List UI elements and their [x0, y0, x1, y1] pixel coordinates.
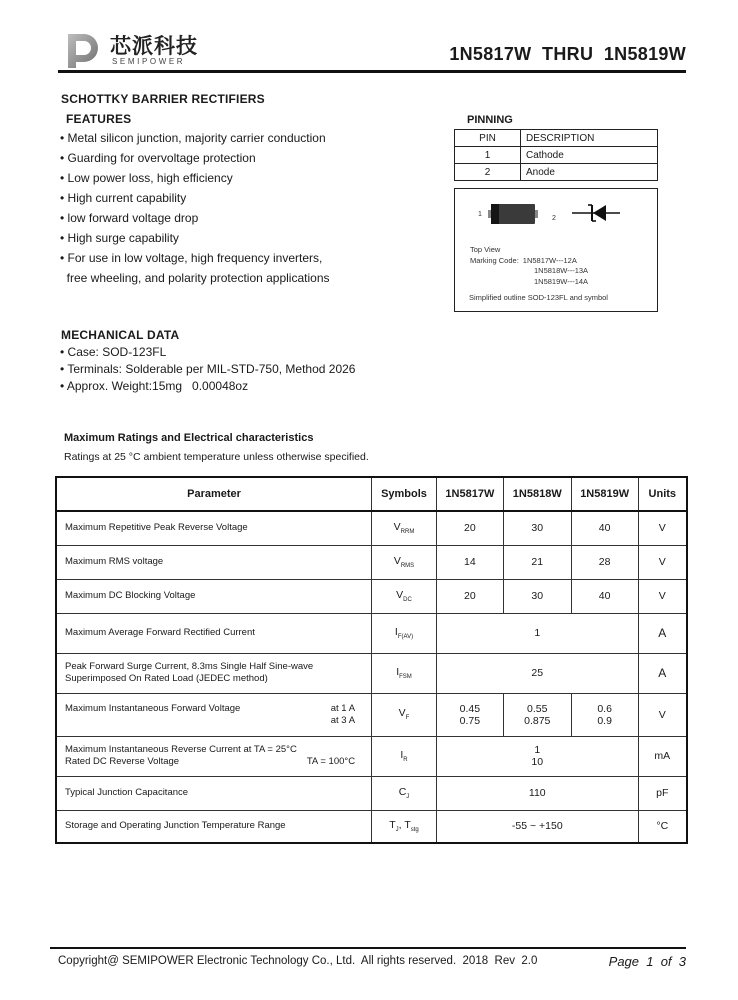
col-header-1n5819w: 1N5819W: [571, 477, 638, 511]
description-header: DESCRIPTION: [521, 130, 658, 147]
mechanical-list: [60, 345, 355, 396]
copyright-text: Copyright@ SEMIPOWER Electronic Technology Co., Ltd. All rights reserved. 2018 Rev 2.0: [58, 955, 538, 967]
marking-code: 1N5817W---12A: [522, 255, 577, 265]
features-title: FEATURES: [66, 112, 132, 126]
symbol-cell: $I_R$: [372, 736, 437, 776]
ratings-title: Maximum Ratings and Electrical characteristics: [64, 432, 314, 444]
value-cell: 40: [571, 511, 638, 545]
feature-item: free wheeling, and polarity protection applications: [60, 271, 330, 285]
pinning-title: PINNING: [467, 114, 513, 126]
unit-cell: V: [638, 579, 687, 613]
pin-number: 1: [455, 147, 521, 164]
col-header-units: Units: [638, 477, 687, 511]
feature-item: • Guarding for overvoltage protection: [60, 151, 256, 165]
col-header-1n5817w: 1N5817W: [436, 477, 503, 511]
value-cell: 110: [436, 776, 638, 810]
mechanical-item: • Case: SOD-123FL: [60, 345, 167, 359]
feature-item: • For use in low voltage, high frequency inverters,: [60, 251, 323, 265]
col-header-parameter: Parameter: [56, 477, 372, 511]
table-row: [455, 130, 658, 147]
package-and-diode-symbol: [472, 197, 642, 231]
unit-cell: pF: [638, 776, 687, 810]
value-cell: 20: [436, 579, 503, 613]
section-title: SCHOTTKY BARRIER RECTIFIERS: [61, 92, 265, 106]
table-row: [56, 736, 687, 776]
value-cell: 40: [571, 579, 638, 613]
ratings-note: Ratings at 25 °C ambient temperature unless otherwise specified.: [64, 451, 369, 463]
table-row: [56, 693, 687, 736]
mechanical-title: MECHANICAL DATA: [61, 328, 180, 342]
marking-code-label: Marking Code:: [470, 255, 519, 265]
value-cell: 30: [503, 511, 571, 545]
table-row: [455, 164, 658, 181]
features-list: [60, 131, 440, 291]
page-number: Page 1 of 3: [608, 954, 686, 969]
pin-header: PIN: [455, 130, 521, 147]
pin1-label: 1: [478, 211, 482, 218]
param-cell: Maximum RMS voltage: [56, 545, 372, 579]
diode-triangle: [593, 205, 606, 221]
package-caption: Simplified outline SOD-123FL and symbol: [469, 293, 608, 302]
value-cell: 30: [503, 579, 571, 613]
value-cell: 0.6 0.9: [571, 693, 638, 736]
semipower-logo-icon: [62, 28, 102, 68]
value-cell: 21: [503, 545, 571, 579]
value-cell: 28: [571, 545, 638, 579]
col-header-1n5818w: 1N5818W: [503, 477, 571, 511]
unit-cell: A: [638, 613, 687, 653]
feature-item: • Low power loss, high efficiency: [60, 171, 233, 185]
value-cell: 25: [436, 653, 638, 693]
symbol-cell: $V_{RMS}$: [372, 545, 437, 579]
param-cell: Storage and Operating Junction Temperature Range: [56, 810, 372, 843]
mechanical-item: • Terminals: Solderable per MIL-STD-750, Method 2026: [60, 362, 356, 376]
param-cell: Peak Forward Surge Current, 8.3ms Single Half Sine-wave Superimposed On Rated Load (JEDEC method): [56, 653, 372, 693]
param-cell: Maximum Instantaneous Reverse Current at TA = 25°C Rated DC Reverse Voltage TA = 100°C: [56, 736, 372, 776]
table-row: [56, 810, 687, 843]
table-row: [56, 579, 687, 613]
param-cell: Maximum Instantaneous Forward Voltage at 1 A at 3 A: [56, 693, 372, 736]
symbol-cell: $C_J$: [372, 776, 437, 810]
pin2-label: 2: [552, 215, 556, 222]
table-row: [56, 776, 687, 810]
unit-cell: V: [638, 545, 687, 579]
symbol-cell: $T_J$, $T_{stg}$: [372, 810, 437, 843]
table-row: [56, 613, 687, 653]
pinning-table: [454, 129, 658, 181]
symbol-cell: $I_{FSM}$: [372, 653, 437, 693]
value-cell: 14: [436, 545, 503, 579]
company-name-cn: 芯派科技: [110, 34, 198, 58]
param-cell: Typical Junction Capacitance: [56, 776, 372, 810]
feature-item: • High surge capability: [60, 231, 179, 245]
table-row: [56, 653, 687, 693]
col-header-symbols: Symbols: [372, 477, 437, 511]
unit-cell: mA: [638, 736, 687, 776]
value-cell: -55 ~ +150: [436, 810, 638, 843]
feature-item: • High current capability: [60, 191, 187, 205]
table-row: [56, 545, 687, 579]
unit-cell: V: [638, 693, 687, 736]
marking-code: 1N5818W---13A: [534, 266, 589, 275]
symbol-cell: $V_F$: [372, 693, 437, 736]
package-notes: [470, 245, 588, 287]
pin-description: Cathode: [521, 147, 658, 164]
value-cell: 0.55 0.875: [503, 693, 571, 736]
unit-cell: °C: [638, 810, 687, 843]
value-cell: 1 10: [436, 736, 638, 776]
pin-number: 2: [455, 164, 521, 181]
unit-cell: A: [638, 653, 687, 693]
feature-item: • Metal silicon junction, majority carrier conduction: [60, 131, 326, 145]
table-header-row: [56, 477, 687, 511]
table-row: [455, 147, 658, 164]
company-name-en: SEMIPOWER: [112, 57, 186, 66]
param-cell: Maximum DC Blocking Voltage: [56, 579, 372, 613]
symbol-cell: $V_{DC}$: [372, 579, 437, 613]
cathode-band: [491, 204, 499, 224]
marking-code: 1N5819W---14A: [534, 276, 589, 286]
document-title: 1N5817W THRU 1N5819W: [449, 44, 686, 64]
header-rule: [58, 70, 686, 73]
pin-description: Anode: [526, 166, 555, 178]
footer-rule: [50, 947, 686, 949]
top-view-label: Top View: [470, 245, 501, 254]
value-cell: 1: [436, 613, 638, 653]
value-cell: 0.45 0.75: [436, 693, 503, 736]
value-cell: 20: [436, 511, 503, 545]
param-cell: Maximum Repetitive Peak Reverse Voltage: [56, 511, 372, 545]
symbol-cell: $V_{RRM}$: [372, 511, 437, 545]
param-cell: Maximum Average Forward Rectified Current: [56, 613, 372, 653]
mechanical-item: • Approx. Weight:15mg 0.00048oz: [60, 379, 249, 393]
ratings-table: [55, 476, 688, 844]
unit-cell: V: [638, 511, 687, 545]
feature-item: • low forward voltage drop: [60, 211, 199, 225]
symbol-cell: $I_{F(AV)}$: [372, 613, 437, 653]
table-row: [56, 511, 687, 545]
